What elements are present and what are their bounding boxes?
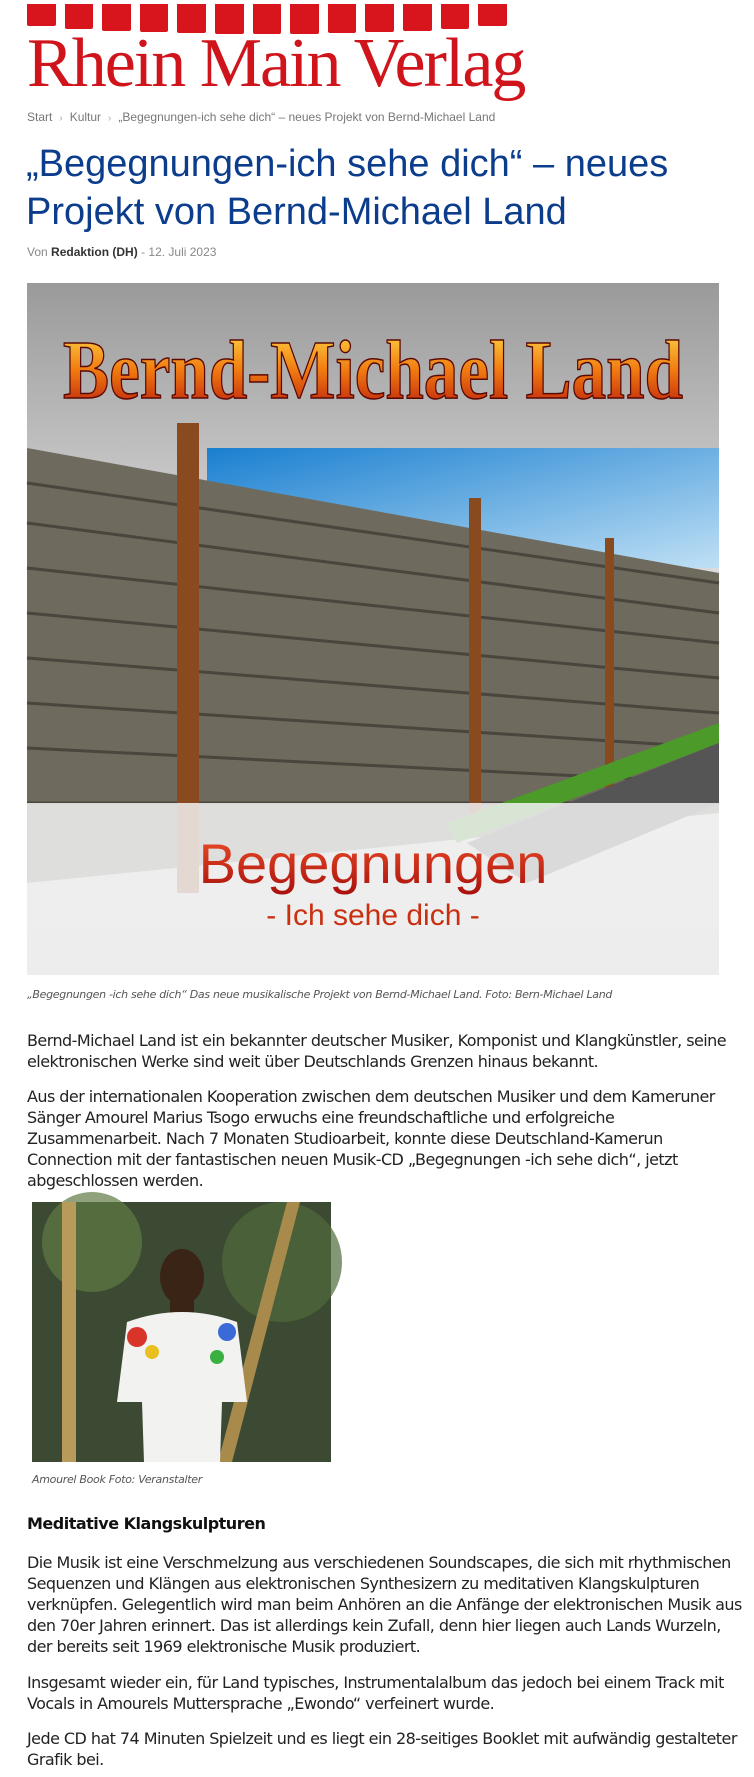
- artwork-subtitle: Begegnungen: [198, 832, 548, 895]
- paragraph-line: der bereits seit 1969 elektronische Musik produziert.: [27, 1637, 421, 1656]
- paragraph: [27, 1086, 715, 1191]
- paragraph-line: Die Musik ist eine Verschmelzung aus verschiedenen Soundscapes, die sich mit rhythmischen: [27, 1553, 731, 1572]
- paragraph-line: den 70er Jahren erinnert. Das ist allerdings kein Zufall, denn hier liegen auch Lands Wurzeln,: [27, 1616, 721, 1635]
- paragraph-line: Sänger Amourel Marius Tsogo erwuchs eine freundschaftliche und erfolgreiche: [27, 1108, 615, 1127]
- paragraph-line: abgeschlossen werden.: [27, 1171, 204, 1190]
- title-line: „Begegnungen-ich sehe dich“ – neues: [26, 143, 669, 185]
- breadcrumb: [27, 110, 495, 124]
- chevron-right-icon: ›: [59, 113, 63, 124]
- author-link[interactable]: Redaktion (DH): [51, 245, 138, 259]
- logo-stripe: [27, 4, 56, 26]
- paragraph-line: Bernd-Michael Land ist ein bekannter deutscher Musiker, Komponist und Klangkünstler, seine: [27, 1031, 727, 1050]
- paragraph-line: Jede CD hat 74 Minuten Spielzeit und es liegt ein 28-seitiges Booklet mit aufwändig gestalteter: [27, 1729, 737, 1748]
- paragraph: [27, 1030, 726, 1072]
- paragraph: [27, 1552, 742, 1657]
- paragraph-line: Connection mit der fantastischen neuen Musik-CD „Begegnungen -ich sehe dich“, jetzt: [27, 1150, 678, 1169]
- paragraph-line: verknüpfen. Gelegentlich wird man beim Anhören an die Anfänge der elektronischen Musik aus: [27, 1595, 742, 1614]
- logo-text: Rhein Main Verlag: [27, 25, 525, 102]
- logo-stripe: [478, 4, 507, 26]
- paragraph: [27, 1672, 724, 1714]
- portrait-image: [32, 1202, 331, 1462]
- publish-date: 12. Juli 2023: [148, 245, 217, 259]
- breadcrumb-kultur[interactable]: Kultur: [69, 110, 102, 124]
- paragraph-line: Insgesamt wieder ein, für Land typisches, Instrumentalalbum das jedoch bei einem Track mit: [27, 1673, 724, 1692]
- paragraph-line: Sequenzen und Klängen aus elektronischen Synthesizern zu meditativen Klangskulpturen: [27, 1574, 700, 1593]
- artwork-tagline: - Ich sehe dich -: [266, 899, 480, 932]
- paragraph-line: Zusammenarbeit. Nach 7 Monaten Studioarbeit, konnte diese Deutschland-Kamerun: [27, 1129, 663, 1148]
- section-heading: Meditative Klangskulpturen: [27, 1514, 266, 1533]
- byline-prefix: Von: [27, 245, 48, 259]
- paragraph-line: Aus der internationalen Kooperation zwischen dem deutschen Musiker und dem Kameruner: [27, 1087, 715, 1106]
- paragraph-line: Grafik bei.: [27, 1750, 104, 1769]
- breadcrumb-start[interactable]: Start: [27, 110, 53, 124]
- paragraph-line: Vocals in Amourels Muttersprache „Ewondo“ verfeinert wurde.: [27, 1694, 495, 1713]
- chevron-right-icon: ›: [108, 113, 112, 124]
- hero-image: [27, 283, 719, 975]
- breadcrumb-current: „Begegnungen-ich sehe dich“ – neues Projekt von Bernd-Michael Land: [118, 110, 496, 124]
- artwork-title: Bernd-Michael Land: [63, 324, 683, 417]
- portrait-caption: Amourel Book Foto: Veranstalter: [32, 1473, 202, 1486]
- hero-caption: „Begegnungen -ich sehe dich“ Das neue musikalische Projekt von Bernd-Michael Land. Foto: Bern-Michael Land: [27, 988, 613, 1001]
- site-logo[interactable]: [27, 4, 525, 102]
- page-title: [26, 140, 746, 236]
- byline-separator: -: [141, 245, 146, 259]
- byline: [27, 245, 216, 259]
- title-line: Projekt von Bernd-Michael Land: [26, 191, 567, 233]
- paragraph-line: elektronischen Werke sind weit über Deutschlands Grenzen hinaus bekannt.: [27, 1052, 599, 1071]
- paragraph: [27, 1728, 737, 1770]
